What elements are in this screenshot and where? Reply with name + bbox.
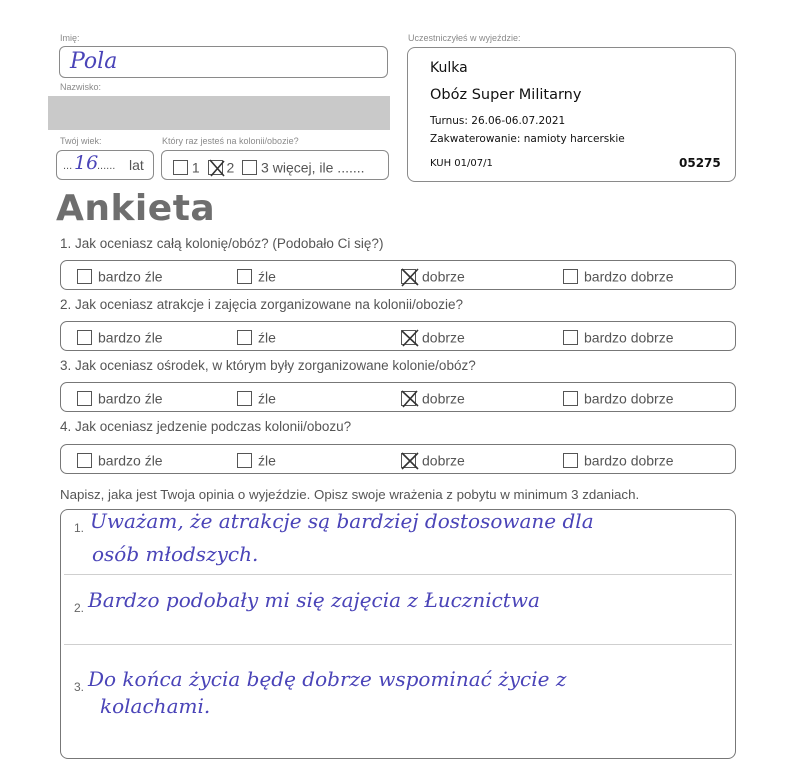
q2-bardzo-dobrze-checkbox[interactable]: [563, 330, 578, 345]
q1-opt-label: bardzo źle: [98, 268, 163, 285]
rating-row-1: [60, 260, 736, 290]
times-checkbox-1[interactable]: [173, 160, 188, 175]
q1-bardzo-zle-checkbox[interactable]: [77, 269, 92, 284]
trip-lodging: Zakwaterowanie: namioty harcerskie: [430, 133, 625, 145]
answer-2-line-1: Bardzo podobały mi się zajęcia z Łucznictwa: [88, 588, 540, 612]
rating-row-2: [60, 321, 736, 351]
name-field[interactable]: [59, 46, 388, 78]
age-value: 16: [74, 152, 99, 174]
q4-opt-label: źle: [258, 452, 276, 469]
q3-opt-label: dobrze: [422, 390, 465, 407]
answer-3-line-2: kolachami.: [100, 694, 211, 718]
rating-row-3: [60, 382, 736, 412]
name-label: Imię:: [60, 33, 80, 43]
q2-opt-label: źle: [258, 329, 276, 346]
q3-opt-label: bardzo źle: [98, 390, 163, 407]
question-1: 1. Jak oceniasz całą kolonię/obóz? (Podobało Ci się?): [60, 236, 384, 251]
times-checkbox-2[interactable]: [208, 160, 223, 175]
q1-opt-label: dobrze: [422, 268, 465, 285]
trip-turnus: Turnus: 26.06-06.07.2021: [430, 115, 566, 127]
q2-bardzo-zle-checkbox[interactable]: [77, 330, 92, 345]
trip-label: Uczestniczyłeś w wyjeździe:: [408, 33, 521, 43]
question-2: 2. Jak oceniasz atrakcje i zajęcia zorganizowane na kolonii/obozie?: [60, 297, 463, 312]
times-opt3-label: 3 więcej, ile .......: [261, 159, 365, 176]
q3-opt-label: źle: [258, 390, 276, 407]
times-checkbox-3[interactable]: [242, 160, 257, 175]
answer-1-number: 1.: [74, 521, 85, 535]
times-field[interactable]: [161, 150, 389, 180]
q3-dobrze-checkbox[interactable]: [401, 391, 416, 406]
q2-dobrze-checkbox[interactable]: [401, 330, 416, 345]
q3-opt-label: bardzo dobrze: [584, 390, 674, 407]
trip-camp: Obóz Super Militarny: [430, 87, 582, 103]
age-dots-left: ...: [63, 160, 73, 172]
survey-title: Ankieta: [56, 188, 216, 229]
q4-opt-label: bardzo dobrze: [584, 452, 674, 469]
question-3: 3. Jak oceniasz ośrodek, w którym były zorganizowane kolonie/obóz?: [60, 358, 476, 373]
trip-number: 05275: [679, 156, 721, 170]
q3-bardzo-dobrze-checkbox[interactable]: [563, 391, 578, 406]
q4-bardzo-dobrze-checkbox[interactable]: [563, 453, 578, 468]
trip-name: Kulka: [430, 60, 468, 76]
q1-opt-label: źle: [258, 268, 276, 285]
age-field[interactable]: [56, 150, 154, 180]
times-opt2-label: 2: [226, 159, 235, 176]
answer-1-line-1: Uważam, że atrakcje są bardziej dostosowane dla: [90, 509, 594, 533]
q4-opt-label: dobrze: [422, 452, 465, 469]
answer-1-line-2: osób młodszych.: [92, 542, 259, 566]
q2-zle-checkbox[interactable]: [237, 330, 252, 345]
q4-zle-checkbox[interactable]: [237, 453, 252, 468]
surname-label: Nazwisko:: [60, 82, 102, 92]
age-unit: lat: [129, 157, 144, 173]
q3-zle-checkbox[interactable]: [237, 391, 252, 406]
age-label: Twój wiek:: [60, 136, 102, 146]
q4-dobrze-checkbox[interactable]: [401, 453, 416, 468]
name-value: Pola: [70, 49, 118, 74]
q1-opt-label: bardzo dobrze: [584, 268, 674, 285]
ruled-line: [64, 644, 732, 645]
trip-code: KUH 01/07/1: [430, 158, 493, 169]
surname-redacted-field: [48, 96, 390, 130]
times-opt1-label: 1: [191, 159, 200, 176]
answer-2-number: 2.: [74, 601, 85, 615]
q2-opt-label: bardzo źle: [98, 329, 163, 346]
q2-opt-label: dobrze: [422, 329, 465, 346]
q1-zle-checkbox[interactable]: [237, 269, 252, 284]
rating-row-4: [60, 444, 736, 474]
question-4: 4. Jak oceniasz jedzenie podczas kolonii/obozu?: [60, 419, 352, 434]
age-dots-right: ......: [97, 160, 116, 172]
times-label: Który raz jesteś na kolonii/obozie?: [162, 136, 299, 146]
trip-info-box: [407, 47, 736, 182]
q3-bardzo-zle-checkbox[interactable]: [77, 391, 92, 406]
answer-3-number: 3.: [74, 680, 85, 694]
q1-dobrze-checkbox[interactable]: [401, 269, 416, 284]
q4-opt-label: bardzo źle: [98, 452, 163, 469]
q1-bardzo-dobrze-checkbox[interactable]: [563, 269, 578, 284]
q4-bardzo-zle-checkbox[interactable]: [77, 453, 92, 468]
opinion-prompt: Napisz, jaka jest Twoja opinia o wyjeździe. Opisz swoje wrażenia z pobytu w minimum 3 zdaniach.: [60, 487, 640, 502]
answer-3-line-1: Do końca życia będę dobrze wspominać życie z: [88, 667, 567, 691]
q2-opt-label: bardzo dobrze: [584, 329, 674, 346]
ruled-line: [64, 574, 732, 575]
